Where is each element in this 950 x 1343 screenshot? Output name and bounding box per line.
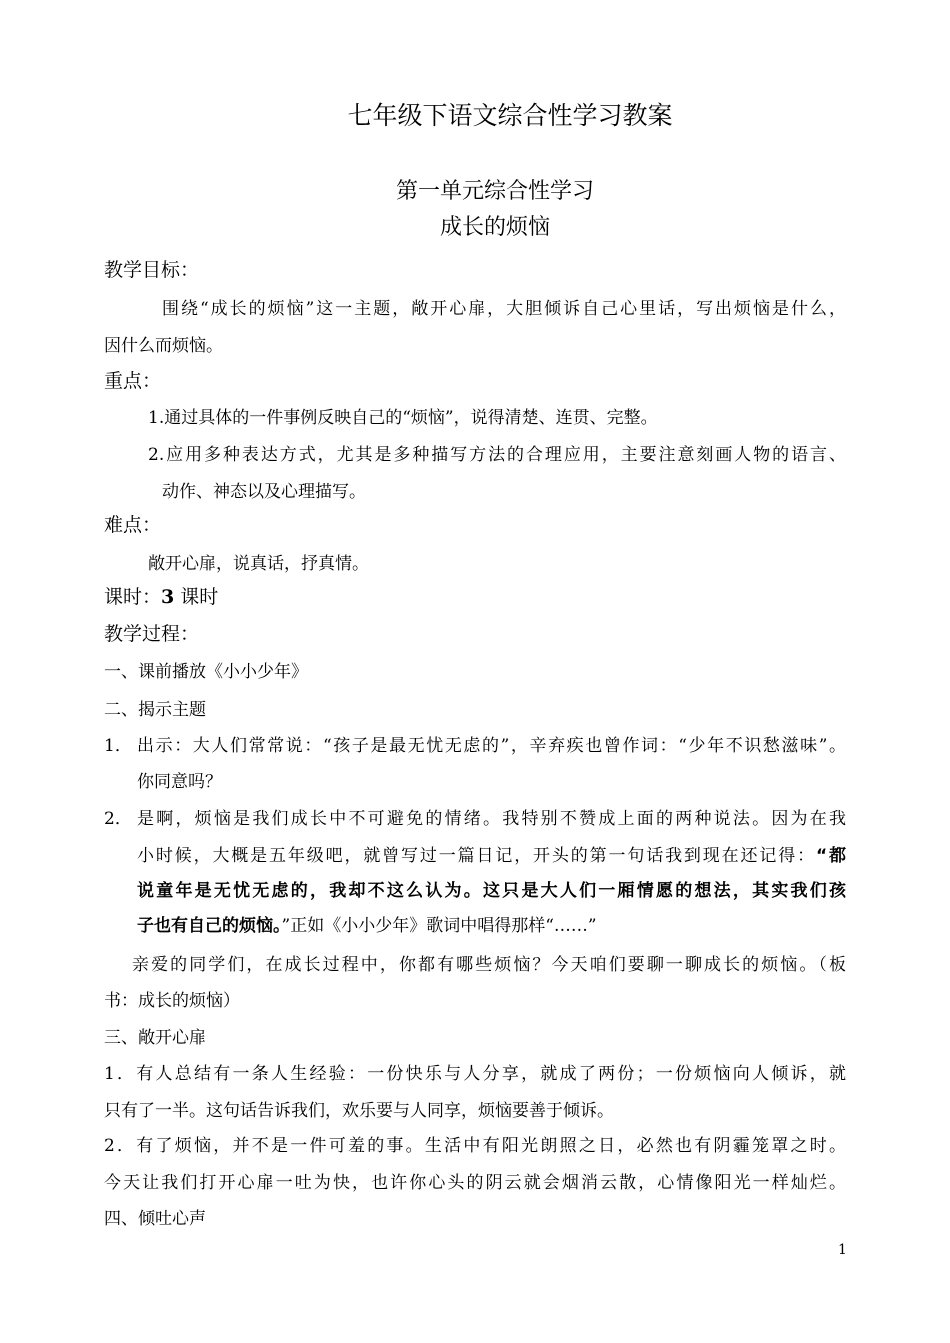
lesson-title: 成长的烦恼 <box>439 215 550 240</box>
s2-item-2-line-3: 说童年是无忧无虑的，我却不这么认为。这只是大人们一厢情愿的想法，其实我们孩 <box>137 881 846 901</box>
objectives-heading: 教学目标： <box>104 259 200 281</box>
key-point-2-line-1: 2.应用多种表达方式，尤其是多种描写方法的合理应用，主要注意刻画人物的语言、 <box>148 445 846 465</box>
class-hours-label: 课时： <box>104 586 162 608</box>
objectives-line-2: 因什么而烦恼。 <box>104 336 223 356</box>
s2-item-1-line-2: 你同意吗？ <box>137 772 222 792</box>
s2-item-2-line-2-quote: “都 <box>815 846 846 866</box>
s2-item-2-number: 2． <box>104 809 132 829</box>
s2-item-2-line-4-text: ”正如《小小少年》歌词中唱得那样“……” <box>281 916 597 936</box>
s3-item-2-line-1: 2．有了烦恼，并不是一件可羞的事。生活中有阳光朗照之日，必然也有阴霾笼罩之时。 <box>104 1136 846 1156</box>
section-1-heading: 一、课前播放《小小少年》 <box>104 662 308 682</box>
s2-item-1-number: 1． <box>104 736 132 756</box>
section-2-heading: 二、揭示主题 <box>104 700 206 720</box>
page-number: 1 <box>838 1242 847 1258</box>
s2-item-2-line-2 <box>137 844 846 868</box>
s2-item-2-line-4-quote: 子也有自己的烦恼。 <box>137 916 282 936</box>
s2-item-2-line-2-text: 小时候，大概是五年级吧，就曾写过一篇日记，开头的第一句话我到现在还记得： <box>137 846 816 866</box>
s2-item-1-line-1: 出示：大人们常常说：“孩子是最无忧无虑的”，辛弃疾也曾作词：“少年不识愁滋味”。 <box>137 736 846 756</box>
key-point-1: 1.通过具体的一件事例反映自己的“烦恼”，说得清楚、连贯、完整。 <box>148 408 658 428</box>
s3-item-1-line-1: 1．有人总结有一条人生经验：一份快乐与人分享，就成了两份；一份烦恼向人倾诉，就 <box>104 1064 846 1084</box>
unit-title: 第一单元综合性学习 <box>395 179 594 204</box>
class-hours-number: 3 <box>161 586 175 608</box>
process-heading: 教学过程： <box>104 623 200 645</box>
key-points-heading: 重点： <box>104 370 162 392</box>
paragraph-line-2: 书：成长的烦恼） <box>104 991 240 1011</box>
class-hours <box>104 585 218 609</box>
s2-item-2-line-4 <box>137 914 597 938</box>
s3-item-2-line-2: 今天让我们打开心扉一吐为快，也许你心头的阴云就会烟消云散，心情像阳光一样灿烂。 <box>104 1173 846 1193</box>
difficulties-text: 敞开心扉，说真话，抒真情。 <box>148 554 369 574</box>
key-point-2-line-2: 动作、神态以及心理描写。 <box>162 482 366 502</box>
s2-item-2-line-1: 是啊，烦恼是我们成长中不可避免的情绪。我特别不赞成上面的两种说法。因为在我 <box>137 809 846 829</box>
objectives-line-1: 围绕“成长的烦恼”这一主题，敞开心扉，大胆倾诉自己心里话，写出烦恼是什么， <box>162 299 846 319</box>
difficulties-heading: 难点： <box>104 514 162 536</box>
section-3-heading: 三、敞开心扉 <box>104 1028 206 1048</box>
section-4-heading: 四、倾吐心声 <box>104 1209 206 1229</box>
s3-item-1-line-2: 只有了一半。这句话告诉我们，欢乐要与人同享，烦恼要善于倾诉。 <box>104 1101 614 1121</box>
document-title: 七年级下语文综合性学习教案 <box>347 101 673 130</box>
class-hours-unit: 课时 <box>180 586 219 608</box>
paragraph-line-1: 亲爱的同学们，在成长过程中，你都有哪些烦恼？今天咱们要聊一聊成长的烦恼。（板 <box>132 955 846 975</box>
